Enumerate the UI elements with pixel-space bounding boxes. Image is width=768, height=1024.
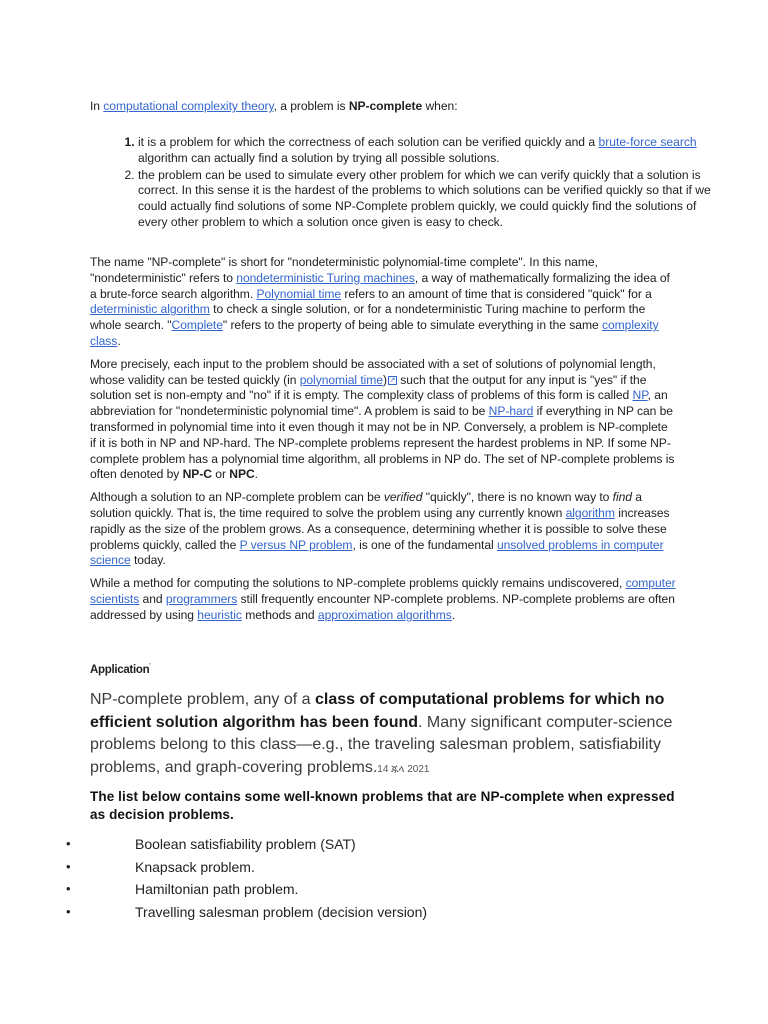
intro-text: , a problem is bbox=[273, 99, 349, 113]
link-computer-scientists[interactable]: computer scientists bbox=[90, 576, 676, 606]
bullet-icon: • bbox=[66, 858, 71, 874]
link-np-hard[interactable]: NP-hard bbox=[488, 404, 534, 419]
link-computational-complexity-theory[interactable]: computational complexity theory bbox=[103, 99, 274, 113]
link-p-versus-np-problem[interactable]: P versus NP problem bbox=[239, 537, 353, 552]
intro-paragraph bbox=[90, 99, 676, 115]
list-heading: The list below contains some well-known problems that are NP-complete when expressed as decision problems. bbox=[90, 789, 675, 822]
link-algorithm[interactable]: algorithm bbox=[565, 505, 615, 520]
link-polynomial-time-2[interactable]: polynomial time bbox=[299, 372, 383, 387]
link-programmers[interactable]: programmers bbox=[165, 591, 238, 606]
link-deterministic-algorithm[interactable]: deterministic algorithm bbox=[90, 302, 210, 317]
link-approximation-algorithms[interactable]: approximation algorithms bbox=[317, 607, 452, 622]
definition-date: 14 ጁላ 2021 bbox=[377, 763, 430, 775]
intro-text: In bbox=[90, 99, 104, 113]
link-np[interactable]: NP bbox=[632, 388, 648, 403]
link-polynomial-time[interactable]: Polynomial time bbox=[256, 286, 342, 301]
list-item: • Hamiltonian path problem. bbox=[66, 881, 299, 897]
problems-list bbox=[0, 834, 560, 924]
paragraph-method: While a method for computing the solutions to NP-complete problems quickly remains undiscovered, computer scientists and programmers still frequently encounter NP-complete problems. NP-complete problems are often addressed by using heuristic methods and approximation algorithms. bbox=[90, 576, 676, 622]
article-body bbox=[90, 255, 676, 631]
definition-paragraph: NP-complete problem, any of a class of computational problems for which no efficient solution algorithm has been found. Many significant computer-science problems belong to this class—e.g., the traveling salesman problem, satisfiability problems, and graph-covering problems.14 ጁላ 2021 bbox=[90, 691, 673, 776]
link-complete[interactable]: Complete bbox=[171, 318, 223, 333]
paragraph-verify: Although a solution to an NP-complete problem can be verified "quickly", there is no known way to find a solution quickly. That is, the time required to solve the problem using any currently known algorithm increases rapidly as the size of the problem grows. As a consequence, determining whether it is possible to solve these problems quickly, called the P versus NP problem, is one of the fundamental unsolved problems in computer science today. bbox=[90, 490, 670, 568]
link-heuristic[interactable]: heuristic bbox=[197, 607, 242, 622]
list-item: • Boolean satisfiability problem (SAT) bbox=[66, 836, 356, 852]
link-complexity-class[interactable]: complexity class bbox=[90, 318, 659, 348]
criteria-list bbox=[90, 135, 728, 232]
link-nondeterministic-turing-machines[interactable]: nondeterministic Turing machines bbox=[236, 270, 415, 285]
criteria-item: 1. it is a problem for which the correctness of each solution can be verified quickly and a brute-force search algorithm can actually find a solution by trying all possible solutions. bbox=[138, 135, 728, 167]
bullet-icon: • bbox=[66, 836, 71, 851]
link-brute-force-search[interactable]: brute-force search bbox=[598, 135, 697, 149]
link-unsolved-problems[interactable]: unsolved problems in computer science bbox=[90, 537, 664, 568]
list-item: • Knapsack problem. bbox=[66, 858, 255, 875]
paragraph-precise: More precisely, each input to the problem should be associated with a set of solutions of polynomial length, whose validity can be tested quickly (in polynomial time) ↗ such that the output for any input is "yes" if the solution set is non-empty and "no" if it is empty. The complexity class of problems of this form is called NP, an abbreviation for "nondeterministic polynomial time". A problem is said to be NP-hard if everything in NP can be transformed in polynomial time into it even though it may not be in NP. Conversely, a problem is NP-complete if it is both in NP and NP-hard. The NP-complete problems represent the hardest problems in NP. If some NP-complete problem has a polynomial time algorithm, all problems in NP do. The set of NP-complete problems is often denoted by NP-C or NPC. bbox=[90, 356, 675, 482]
paragraph-name: The name "NP-complete" is short for "nondeterministic polynomial-time complete". In this name, "nondeterministic" refers to nondeterministic Turing machines, a way of mathematically formalizing the idea of a brute-force search algorithm. Polynomial time refers to an amount of time that is considered "quick" for a deterministic algorithm to check a single solution, or for a nondeterministic Turing machine to perform the whole search. "Complete" refers to the property of being able to simulate everything in the same complexity class. bbox=[90, 255, 670, 348]
bullet-icon: • bbox=[66, 903, 71, 919]
intro-bold-term: NP-complete bbox=[348, 99, 423, 113]
bullet-icon: • bbox=[66, 881, 71, 896]
application-heading: Application' bbox=[90, 663, 151, 676]
list-item: • Travelling salesman problem (decision version) bbox=[66, 903, 428, 920]
external-link-icon[interactable]: ↗ bbox=[389, 376, 396, 384]
criteria-item: 2. the problem can be used to simulate every other problem for which we can verify quickly that a solution is correct. In this sense it is the hardest of the problems to which solutions can be verified quickly so that if we could actually find solutions of some NP-Complete problem quickly, we could quickly find the solutions of every other problem to which a solution once given is easy to check. bbox=[138, 168, 728, 231]
intro-text: when: bbox=[422, 99, 458, 113]
